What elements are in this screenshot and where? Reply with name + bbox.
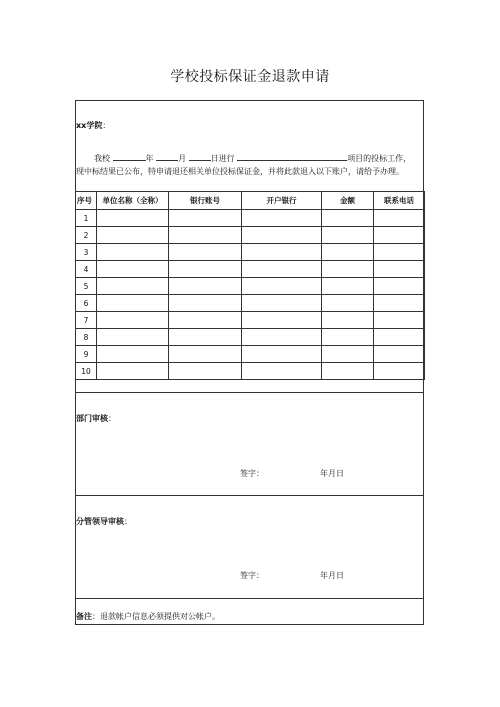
table-row	[76, 261, 425, 278]
note-text: ：退款帐户信息必须提供对公帐户。	[92, 612, 220, 621]
phone-cell[interactable]	[374, 244, 425, 261]
bank-account-cell[interactable]	[169, 244, 242, 261]
row-number: 5	[76, 278, 97, 295]
bank-cell[interactable]	[242, 210, 322, 227]
note-label: 备注	[76, 612, 92, 621]
unit-name-cell[interactable]	[97, 261, 169, 278]
phone-cell[interactable]	[374, 312, 425, 329]
bank-cell[interactable]	[242, 363, 322, 380]
divider-dept	[75, 392, 424, 393]
row-number: 2	[76, 227, 97, 244]
bank-account-cell[interactable]	[169, 312, 242, 329]
table-row	[76, 278, 425, 295]
day-blank[interactable]	[189, 152, 211, 161]
header-seq: 序号	[76, 192, 97, 210]
bank-cell[interactable]	[242, 227, 322, 244]
dept-review-title: 部门审核	[76, 414, 108, 423]
amount-cell[interactable]	[322, 261, 374, 278]
amount-cell[interactable]	[322, 278, 374, 295]
table-row	[76, 295, 425, 312]
bank-cell[interactable]	[242, 278, 322, 295]
amount-cell[interactable]	[322, 346, 374, 363]
phone-cell[interactable]	[374, 363, 425, 380]
row-number: 4	[76, 261, 97, 278]
body-line-1	[94, 152, 411, 164]
amount-cell[interactable]	[322, 210, 374, 227]
table-row	[76, 210, 425, 227]
dept-date-label: 年月日	[320, 469, 344, 478]
addressee-colon: ：	[102, 121, 111, 130]
amount-cell[interactable]	[322, 244, 374, 261]
phone-cell[interactable]	[374, 278, 425, 295]
header-bank-account: 银行账号	[169, 192, 242, 210]
leader-review-label	[76, 516, 132, 527]
leader-date-label: 年月日	[320, 571, 344, 580]
row-number: 1	[76, 210, 97, 227]
phone-cell[interactable]	[374, 227, 425, 244]
bank-account-cell[interactable]	[169, 278, 242, 295]
bank-cell[interactable]	[242, 244, 322, 261]
row-number: 10	[76, 363, 97, 380]
month-label: 月	[178, 154, 187, 163]
row-number: 9	[76, 346, 97, 363]
unit-name-cell[interactable]	[97, 346, 169, 363]
row-number: 8	[76, 329, 97, 346]
header-phone: 联系电话	[374, 192, 425, 210]
note	[76, 611, 220, 622]
row-number: 6	[76, 295, 97, 312]
header-amount: 金额	[322, 192, 374, 210]
table-row	[76, 346, 425, 363]
unit-name-cell[interactable]	[97, 278, 169, 295]
header-bank: 开户银行	[242, 192, 322, 210]
phone-cell[interactable]	[374, 295, 425, 312]
unit-name-cell[interactable]	[97, 329, 169, 346]
leader-review-colon: ：	[124, 517, 132, 526]
table-row	[76, 363, 425, 380]
table-row	[76, 244, 425, 261]
unit-name-cell[interactable]	[97, 210, 169, 227]
divider-note	[75, 598, 424, 599]
bank-account-cell[interactable]	[169, 210, 242, 227]
bank-cell[interactable]	[242, 329, 322, 346]
bank-cell[interactable]	[242, 261, 322, 278]
unit-name-cell[interactable]	[97, 363, 169, 380]
unit-name-cell[interactable]	[97, 227, 169, 244]
unit-name-cell[interactable]	[97, 244, 169, 261]
project-label: 项目的投标工作，	[347, 154, 412, 163]
day-label: 日进行	[210, 154, 235, 163]
leader-sign-label: 签字：	[240, 571, 264, 580]
bank-account-cell[interactable]	[169, 363, 242, 380]
header-unit-name: 单位名称（全称）	[97, 192, 169, 210]
body-line-2: 现中标结果已公布，特申请退还相关单位投标保证金，并将此款退入以下账户，请给予办理。	[76, 167, 404, 176]
dept-sign-label: 签字：	[240, 469, 264, 478]
phone-cell[interactable]	[374, 346, 425, 363]
addressee-name: xx学院	[76, 121, 103, 130]
divider-leader	[75, 495, 424, 496]
project-blank[interactable]	[237, 152, 347, 161]
bank-account-cell[interactable]	[169, 346, 242, 363]
month-blank[interactable]	[156, 152, 178, 161]
unit-name-cell[interactable]	[97, 295, 169, 312]
year-blank[interactable]	[113, 152, 146, 161]
amount-cell[interactable]	[322, 227, 374, 244]
bank-account-cell[interactable]	[169, 227, 242, 244]
bank-cell[interactable]	[242, 312, 322, 329]
bank-account-cell[interactable]	[169, 295, 242, 312]
dept-review-label	[76, 413, 116, 424]
phone-cell[interactable]	[374, 210, 425, 227]
table-row	[76, 312, 425, 329]
addressee	[76, 120, 110, 131]
amount-cell[interactable]	[322, 295, 374, 312]
phone-cell[interactable]	[374, 329, 425, 346]
year-label: 年	[145, 154, 154, 163]
amount-cell[interactable]	[322, 363, 374, 380]
table-row	[76, 227, 425, 244]
row-number: 7	[76, 312, 97, 329]
table-row	[76, 329, 425, 346]
dept-review-colon: ：	[108, 414, 116, 423]
refund-table	[75, 191, 425, 380]
table-header-row	[76, 192, 425, 210]
unit-name-cell[interactable]	[97, 312, 169, 329]
bank-account-cell[interactable]	[169, 329, 242, 346]
phone-cell[interactable]	[374, 261, 425, 278]
bank-cell[interactable]	[242, 346, 322, 363]
row-number: 3	[76, 244, 97, 261]
bank-cell[interactable]	[242, 295, 322, 312]
body-we: 我校	[94, 154, 110, 163]
leader-review-title: 分管领导审核	[76, 517, 124, 526]
amount-cell[interactable]	[322, 329, 374, 346]
bank-account-cell[interactable]	[169, 261, 242, 278]
amount-cell[interactable]	[322, 312, 374, 329]
document-title: 学校投标保证金退款申请	[170, 69, 330, 85]
